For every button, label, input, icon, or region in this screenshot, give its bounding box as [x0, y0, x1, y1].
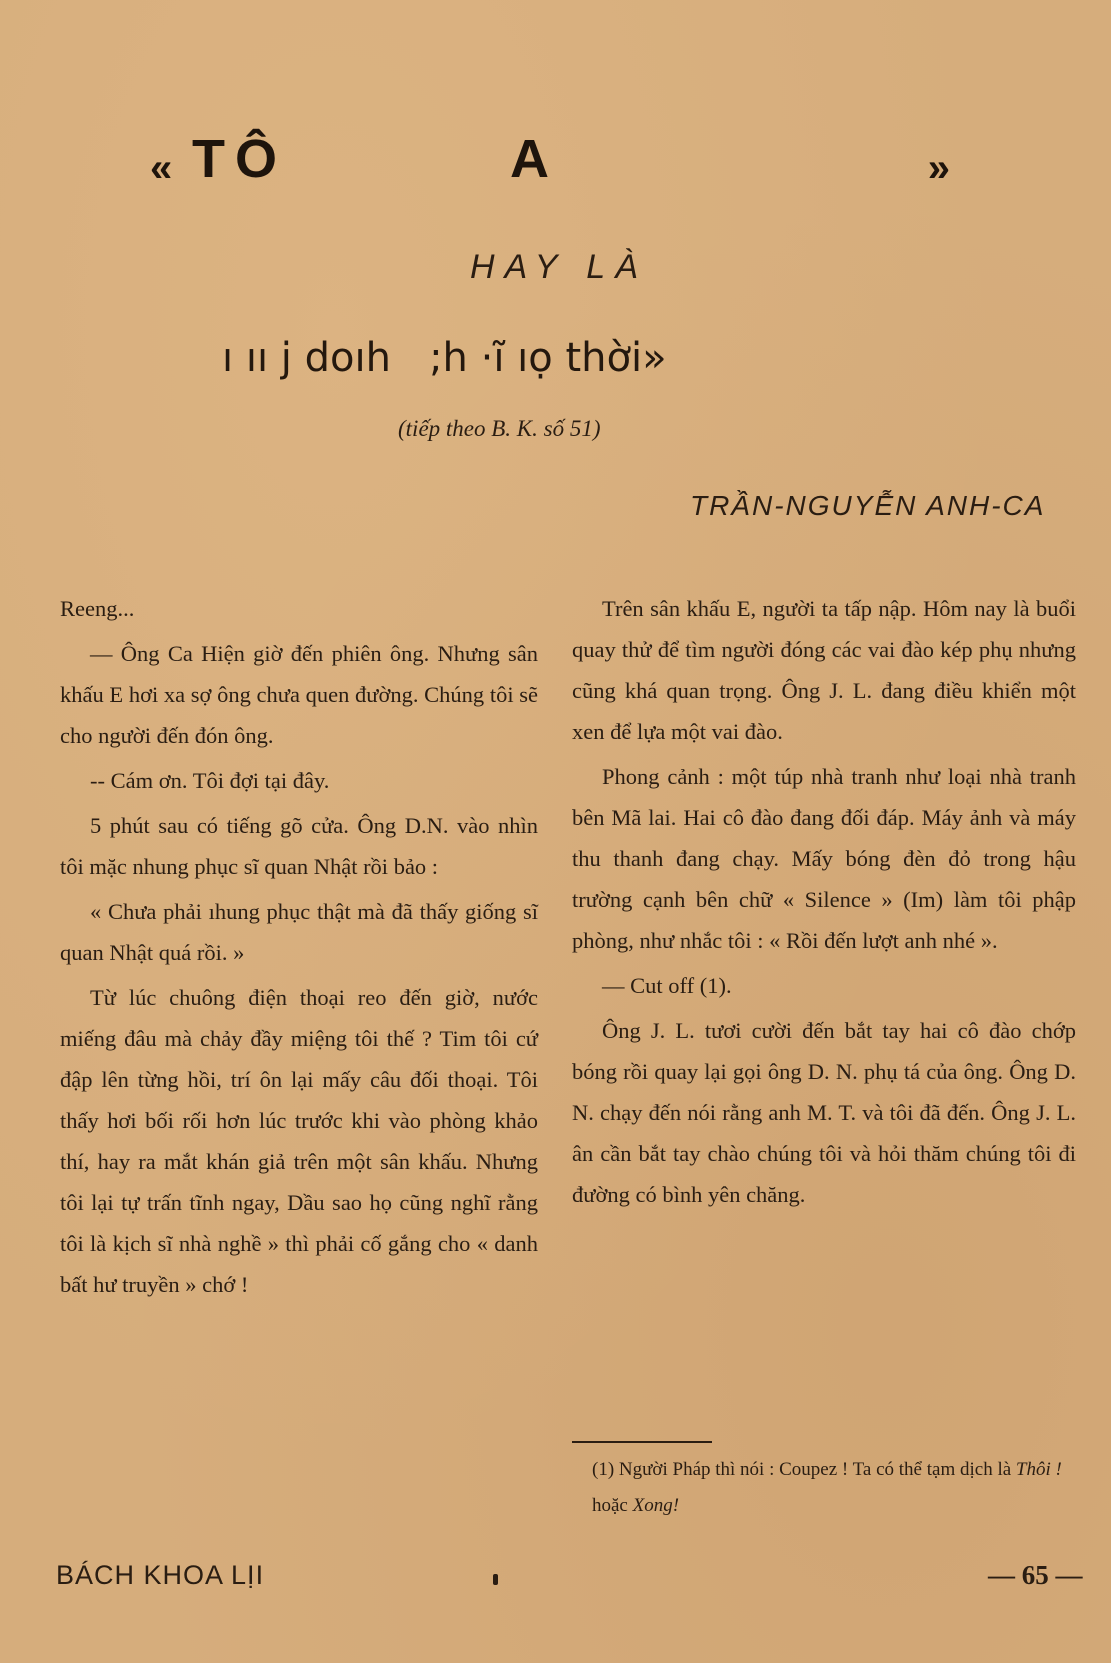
footnote-text-middle: hoặc — [592, 1495, 633, 1516]
right-paragraph: Ông J. L. tươi cười đến bắt tay hai cô đào chớp bóng rồi quay lại gọi ông D. N. phụ tá của ông. Ông D. N. chạy đến nói rằng anh M. T. và tôi đã đến. Ông J. L. ân cần bắt tay chào chúng tôi và hỏi thăm chúng tôi đi đường có bình yên chăng. — [572, 1018, 1076, 1207]
article-title — [150, 128, 960, 198]
right-paragraph: Phong cảnh : một túp nhà tranh như loại nhà tranh bên Mã lai. Hai cô đào đang đối đáp. Máy ảnh và máy thu thanh đang chạy. Mấy bóng đèn đỏ trong hậu trường cạnh bên chữ « Silence » (Im) làm tôi phập phòng, như nhắc tôi : « Rồi đến lượt anh nhé ». — [572, 764, 1076, 953]
left-paragraph: Từ lúc chuông điện thoại reo đến giờ, nước miếng đâu mà chảy đầy miệng tôi thế ? Tim tôi cứ đập lên từng hồi, trí ôn lại mấy câu đối thoại. Tôi thấy hơi bối rối hơn lúc trước khi vào phòng khảo thí, hay ra mắt khán giả trên một sân khấu. Nhưng tôi lại tự trấn tĩnh ngay, Dầu sao họ cũng nghĩ rằng tôi là kịch sĩ nhà nghề » thì phải cố gắng cho « danh bất hư truyền » chớ ! — [60, 985, 538, 1297]
left-paragraph: « Chưa phải ıhung phục thật mà đã thấy giống sĩ quan Nhật quá rồi. » — [60, 899, 538, 965]
hay-la-heading: HAY LÀ — [470, 248, 648, 286]
left-paragraph: -- Cám ơn. Tôi đợi tại đây. — [90, 768, 330, 793]
left-paragraph: 5 phút sau có tiếng gõ cửa. Ông D.N. vào nhìn tôi mặc nhung phục sĩ quan Nhật rồi bảo : — [60, 813, 538, 879]
right-paragraph: Trên sân khấu E, người ta tấp nập. Hôm nay là buổi quay thử để tìm người đóng các vai đào kép phụ nhưng cũng khá quan trọng. Ông J. L. đang điều khiển một xen để lựa một vai đào. — [572, 596, 1076, 744]
footnote-text: (1) Người Pháp thì nói : Coupez ! Ta có thể tạm dịch là — [592, 1459, 1016, 1480]
title-quote-open: « — [150, 146, 183, 190]
footnote-italic-thoi: Thôi ! — [1015, 1459, 1062, 1480]
footnote-divider — [572, 1441, 712, 1443]
article-subtitle: ı ıı j doıh ;h ·ĩ ıọ thời» — [222, 335, 667, 381]
right-paragraph: — Cut off (1). — [602, 973, 732, 998]
title-quote-close: » — [927, 146, 960, 190]
magazine-name: BÁCH KHOA LỊI — [56, 1560, 265, 1590]
left-column — [60, 588, 538, 1309]
left-paragraph: Reeng... — [60, 596, 135, 621]
page-number: — 65 — — [988, 1560, 1083, 1590]
continuation-note: (tiếp theo B. K. số 51) — [398, 416, 601, 441]
author-name: TRẦN-NGUYỄN ANH-CA — [690, 490, 1046, 521]
title-text: TÔ A — [192, 129, 560, 189]
right-column — [572, 588, 1076, 1219]
footer-dot — [493, 1574, 498, 1585]
left-paragraph: — Ông Ca Hiện giờ đến phiên ông. Nhưng sân khấu E hơi xa sợ ông chưa quen đường. Chúng tôi sẽ cho người đến đón ông. — [60, 641, 538, 748]
footnote-italic-xong: Xong! — [632, 1495, 680, 1516]
footnote — [592, 1452, 1076, 1524]
